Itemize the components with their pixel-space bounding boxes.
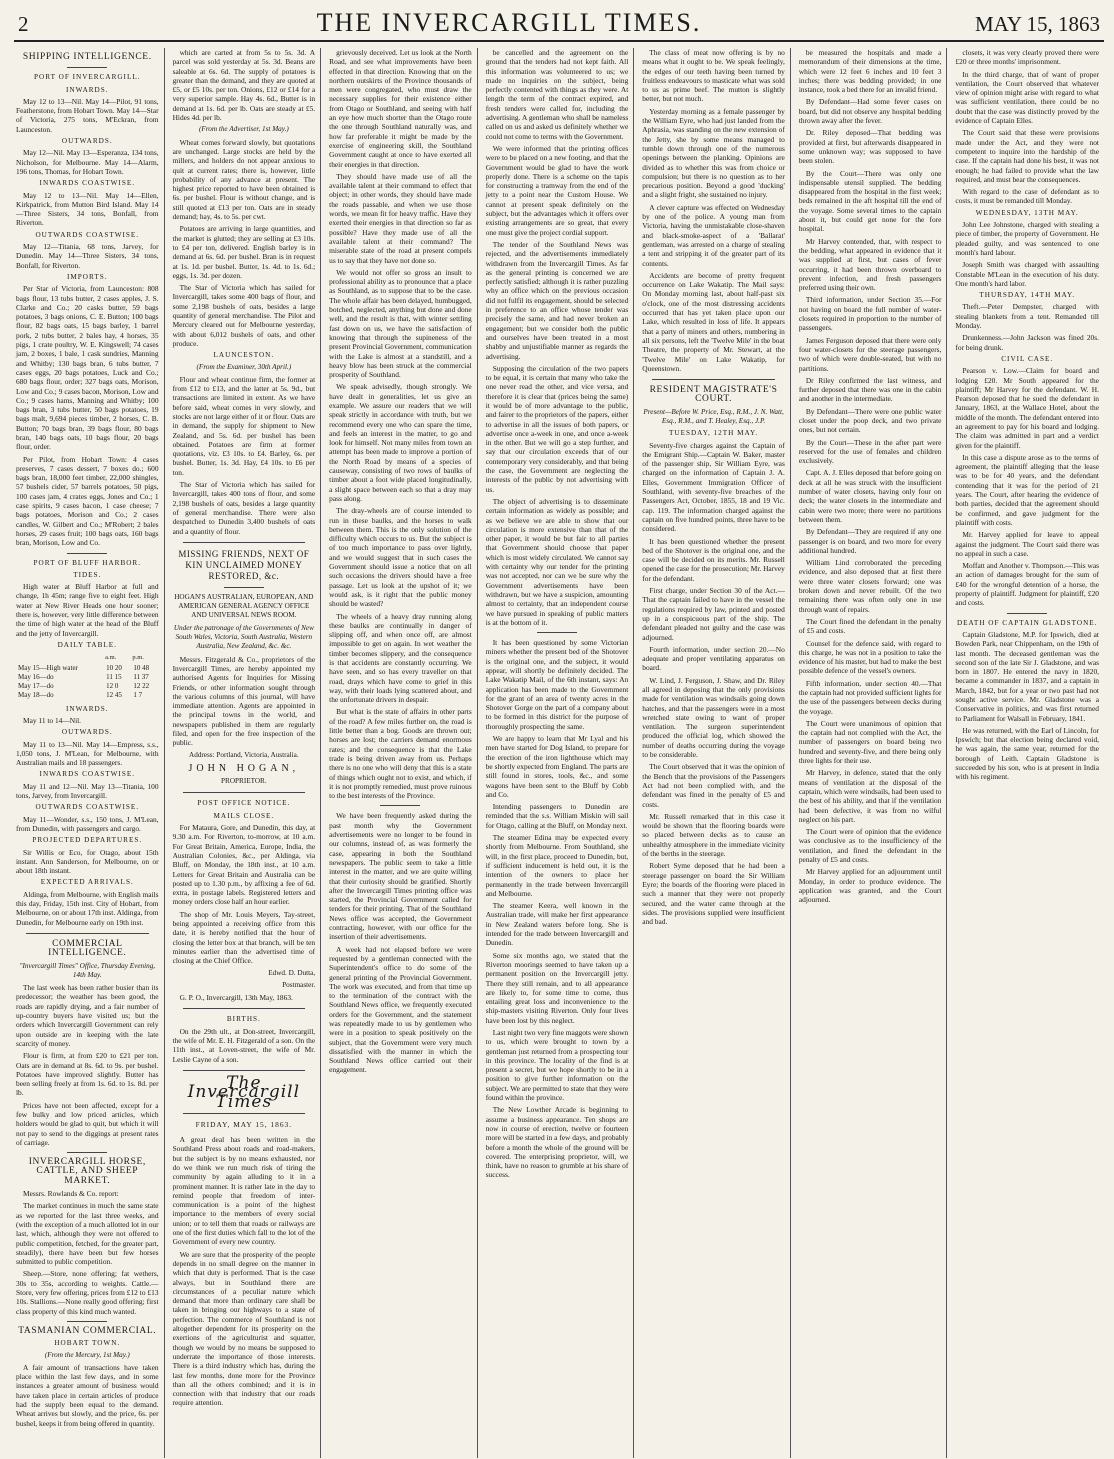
- paragraph: A week had not elapsed before we were requested by a gentleman connected with the Superintendent's office to do some of the general printing of the Provincial Government. The work was executed, and from that time up to the termination of the contract with the Southland News office, we frequently executed orders for the Government, and the statement was repeatedly made to us by gentlemen who were in a position to speak positively on the subject, that the Government were very much dissatisfied with the manner in which the Southland News office carried out their engagement.: [329, 944, 472, 1075]
- paragraph: Counsel for the defence said, with regard to this charge, he was not in a position to take the evidence of his master, but had to make the best possible defence of the vessel's owners.: [798, 638, 942, 676]
- paragraph: The New Lowther Arcade is beginning to assume a business appearance. Ten shops are now in course of erection, twelve or fourteen more will be started in a few days, and probably before a month the whole of the ground will be covered. The enterprising proprietor, will, we think, have no reason to grumble at his share of success.: [485, 1105, 629, 1180]
- paragraph: James Ferguson deposed that there were only four water-closets for the steerage passengers, two of which were double-seated, but with no partitions.: [798, 335, 942, 373]
- divider: [652, 379, 775, 380]
- subheading: INWARDS COASTWISE.: [39, 770, 136, 779]
- paragraph: Dr. Riley deposed—That bedding was provided at first, but afterwards disappeared in some unknown way; was supposed to have been stolen.: [798, 128, 942, 166]
- paragraph: In the third charge, that of want of proper ventilation, the Court observed that whatever view of opinion might arise with regard to what was sufficient ventilation, there could be no doubt that the case was distinctly proved by the evidence of Captain Elles.: [955, 69, 1099, 126]
- paragraph: Prices have not been affected, except for a few bulky and low priced articles, which holders would be glad to quit, but which it will not pay to send to the diggings at present rates of carriage.: [16, 1100, 159, 1147]
- tide-header-cell: a.m.: [105, 654, 117, 662]
- paragraph: be measured the hospitals and made a memorandum of their dimensions at the time, which were 12 feet 6 inches and 10 feet 3 inches; there was bedding provided; in one instance, took a bed there for an invalid friend.: [798, 48, 942, 95]
- paragraph: be cancelled and the agreement on the ground that the tenders had not kept faith. All this information was volunteered to us; we made no inquiries on the subject, being perfectly contented with things as they were. At length the term of the contract expired, and fresh tenders were called for, including the advertising. A gentleman who shall be nameless called on us and asked us definitely whether we could not come to terms with the Government.: [485, 48, 629, 141]
- paragraph: grievously deceived. Let us look at the North Road, and see what improvements have been effected in that direction. Knowing that on the northern outskirts of the Province thousands of men were congregated, who must draw the necessary supplies for their existence either from Otago or Southland, and seeing with half an eye how much shorter than the Otago route the one through Southland naturally was, and how far preferable it might be made by the exercise of engineering skill, the Southland Government caught at once to have exerted all their energies in that direction.: [329, 48, 472, 169]
- paragraph: A clever capture was effected on Wednesday by one of the police. A young man from Victoria, having the unmistakable close-shaven and black-smoke-aspect of a 'Ballarat' gentleman, was arrested on a charge of stealing a tent and stripping it of the greater part of its contents.: [642, 202, 785, 268]
- paragraph: which are carted at from 5s to 5s. 3d. A parcel was sold yesterday at 5s. 3d. Beans are saleable at 6s. 6d. The supply of potatoes is greater than the demand, and they are quoted at £5, or £5 10s. per ton. Onions, £12 or £14 for a very superior sample. Hay 4s. 6d., Butter is in demand at 1s. 6d. per lb. Oats are steady at £5. Hides 4d. per lb.: [172, 48, 316, 123]
- paragraph: They should have made use of all the available talent at their command to effect that object; in other words, they should have made the roads passable, and when we use those words, we mean fit for heavy traffic. Have they exerted their energies in that direction so far as possible? Have they made use of all the available talent at their command? The miserable state of the road at present compels us to say that they have not done so.: [329, 171, 472, 265]
- paragraph: Mr. Russell remarked that in this case it would be shown that the flooring boards were so placed between decks as to cause an unhealthy atmosphere in the immediate vicinity of the berths in the steerage.: [642, 811, 785, 859]
- tide-cell: May 15—High water: [18, 663, 78, 672]
- paragraph: First charge, under Section 30 of the Act.—That the captain failed to have in the vessel the regulations required by law, printed and posted up in a conspicuous part of the ship. The defendant pleaded not guilty and the case was adjourned.: [642, 586, 785, 642]
- proprietor-label: PROPRIETOR.: [221, 777, 267, 786]
- newspaper-title: THE INVERCARGILL TIMES.: [316, 8, 702, 37]
- tide-row: [16, 691, 159, 700]
- columns: [14, 48, 1104, 1458]
- advert-heading: MISSING FRIENDS, NEXT OF KIN UNCLAIMED MONEY RESTORED, &c.: [178, 548, 310, 581]
- paragraph: We are happy to learn that Mr Lyal and his men have started for Dog Island, to prepare for the erection of the iron lighthouse which may be shortly expected from England. The parts are still found in stores, tools, &c., and some wagons have been sent to the Bluff by Cobb and Co.: [485, 734, 629, 799]
- advert-patronage: Under the patronage of the Governments of New South Wales, Victoria, South Australia, Western Australia, New Zealand, &c. &c.: [173, 623, 314, 651]
- subheading: OUTWARDS COASTWISE.: [35, 803, 140, 812]
- paragraph: May 11 to 14—Nil.: [23, 716, 82, 725]
- tide-table-header: [16, 652, 159, 663]
- paragraph: It has been questioned whether the present bed of the Shotover is the original one, and the case will be decided on its merits. Mr. Russell opened the case for the prosecution; Mr. Harvey for the defendant.: [642, 536, 785, 583]
- paragraph: By the Court—These in the after part were reserved for the use of females and children exclusively.: [798, 437, 942, 466]
- paragraph: In this case a dispute arose as to the terms of agreement, the plaintiff alleging that the lease was to be for 40 years, and the defendant contending that it was for the period of 21 years. The Court, after hearing the evidence of both parties, decided that the agreement should be confirmed, and gave judgment for the plaintiff with costs.: [955, 452, 1099, 527]
- column-6: [797, 48, 948, 1458]
- column-2: [171, 48, 322, 1458]
- divider: [183, 542, 306, 543]
- paragraph: May 12 to 13—Nil. May 14—Ellen, Kirkpatrick, from Mutton Bird Island. May 14—Three Sisters, 34 tons, Bonfall, from Riverton.: [16, 190, 159, 228]
- section-heading: INVERCARGILL HORSE, CATTLE, AND SHEEP MARKET.: [28, 1157, 146, 1186]
- paragraph: By Defendant—Had some fever cases on board, but did not observe any hospital bedding thrown away after the fever.: [798, 97, 942, 126]
- tide-cell: 12 0: [106, 682, 119, 691]
- divider: [224, 587, 264, 588]
- paragraph: Messrs. Fitzgerald & Co., proprietors of the Invercargill Times, are hereby appointed my authorised Agents for Inquiries for Missing Friends, or other information sought through the various columns of this journal, will have immediate attention. Agents are appointed in the principal towns in the world, and newspapers published in them are regularly filed, and open for the free inspection of the public.: [172, 654, 316, 748]
- paragraph: May 11 and 12—Nil. May 13—Titania, 100 tons, Jarvey, from Invercargill.: [16, 781, 159, 801]
- paragraph: The wheels of a heavy dray running along these baulks are continually in danger of slipping off, and when once off, are almost impossible to get on again. In wet weather the timber becomes slippery, and the consequence is that accidents are constantly occurring. We have seen, and so has every traveller on that road, drays which have come to grief in this way, with their loads lying scattered about, and the unfortunate drivers in despair.: [329, 611, 472, 705]
- paragraph: The Court observed that it was the opinion of the Bench that the provisions of the Passengers Act had not been complied with, and the defendant was fined in the penalty of £5 and costs.: [642, 762, 785, 809]
- paragraph: Robert Syme deposed that he had been a steerage passenger on board the Sir William Eyre; the boards of the flooring were placed in such a manner that they were not properly secured, and the water came through at the sides. The provisions supplied were insufficient and bad.: [642, 861, 785, 927]
- tide-cell: May 16—do: [18, 672, 54, 681]
- paragraph: Third information, under Section 35.—For not having on board the full number of water-closets required in proportion to the number of passengers.: [798, 295, 942, 333]
- subheading: INWARDS.: [66, 85, 109, 94]
- paragraph: May 11 to 13—Nil. May 14—Empress, s.s., 1,050 tons, J. M'Lean, for Melbourne, with Australian mails and 18 passengers.: [16, 739, 159, 768]
- paragraph: On the 29th ult., at Don-street, Invercargill, the wife of Mr. E. H. Fitzgerald of a son. On the 11th inst., at Loven-street, the wife of Mr. Leslie Cayne of a son.: [172, 1026, 316, 1064]
- subheading: TIDES.: [73, 570, 102, 579]
- paragraph: Mr Harvey, in defence, stated that the only means of ventilation at the disposal of the captain, which were windsails, had been used to the best of his ability, and that if the ventilation had been defective, it was from no wilful neglect on his part.: [798, 768, 942, 824]
- subheading: MAILS CLOSE.: [213, 811, 275, 820]
- paragraph: We speak advisedly, though strongly. We have dealt in generalities, let us give an example. We assure our readers that we will speak strictly in accordance with truth, but we recommend every one who can spare the time, and feels an interest in the matter, to go and look for himself. Not many miles from town an attempt has been made to improve a portion of the North Road by means of a species of causeway, consisting of two rows of baulks of timber about a foot wide placed longitudinally, a slight space between each so that a dray may pass along.: [329, 382, 472, 503]
- subheading: PROJECTED DEPARTURES.: [32, 836, 143, 845]
- paragraph: By Defendant—They are required if any one passenger is on board, and two more for every additional hundred.: [798, 527, 942, 555]
- paragraph: Mr. Harvey applied for leave to appeal against the judgment. The Court said there was no appeal in such a case.: [955, 530, 1099, 558]
- subheading: DAILY TABLE.: [57, 640, 117, 649]
- subheading: PORT OF INVERCARGILL.: [34, 73, 141, 82]
- paragraph: Pearson v. Low.—Claim for board and lodging £20. Mr South appeared for the plaintiff; Mr Harvey for the defendant. W. H. Pearson deposed that he sued the defendant in January, 1863, at the Wallace Hotel, about the middle of the month. The defendant entered into an agreement to pay for his board and lodging. The claim was admitted in part and a verdict given for the plaintiff.: [955, 366, 1099, 450]
- tide-cell: 10 48: [133, 663, 150, 672]
- divider: [67, 67, 107, 68]
- paragraph: But what is the state of affairs in other parts of the road? A few miles further on, the road is little better than a bog. Goods are thrown out; horses are lost; the carriers demand enormous rates; and the consequence is that the Lake trade is being driven away from us. Perhaps there is no one who will deny that this is a state of things which ought not to exist, and which, if it is not promptly remedied, must prove ruinous to the best interests of the Province.: [329, 707, 472, 801]
- paragraph: G. P. O., Invercargill, 13th May, 1863.: [179, 993, 293, 1003]
- paragraph: Sir Willis or Eco, for Otago, about 15th instant. Ann Sanderson, for Melbourne, on or about 18th instant.: [16, 847, 159, 876]
- paragraph: We would not offer so gross an insult to professional ability as to pronounce that a place as Southland, as to suppose that to be the case. The whole affair has been delayed, humbugged, botched, neglected, anything but done and done well, and the result is that, with winter settling fast down on us, we have the satisfaction of knowing that through the supineness of the present Provincial Government, communication with the Lake is almost at a standstill, and a heavy blow has been struck at the commercial prosperity of Southland.: [329, 267, 472, 380]
- source-line: (From the Examiner, 30th April.): [196, 362, 292, 371]
- paragraph: Capt. A. J. Elles deposed that before going on deck at all he was struck with the insufficient number of water closets, having only four on deck; the water closets in the intermediate and cabin were two more; there were no partitions between them.: [798, 468, 942, 524]
- paragraph: Sheep.—Store, none offering; fat wethers, 30s to 35s, according to weights. Cattle.—Store, very few offering, prices from £12 to £13 10s. Stallions.—None really good offering; first class property of this kind much wanted.: [16, 1269, 159, 1316]
- tide-table: [16, 652, 159, 700]
- divider: [183, 1113, 306, 1114]
- tide-cell: May 18—do: [18, 691, 54, 700]
- paragraph: Flour and wheat continue firm, the former at from £12 to £13, and the latter at 5s. 9d., but transactions are limited in extent. As we have before said, wheat comes in very slowly, and stocks are not large either of it or flour. Oats are in demand, the supply for shipment to New Zealand, and 5s. 6d. per bushel has been obtained. Potatoes are firm at former quotations, viz. £3 10s. to £4. Barley, 6s. per bushel. Butter, 1s. 3d. Hay, £4 10s. to £6 per ton.: [172, 374, 316, 477]
- subheading: PORT OF BLUFF HARBOR.: [33, 558, 142, 567]
- subheading: BIRTHS.: [226, 1015, 261, 1024]
- subheading: WEDNESDAY, 13TH MAY.: [975, 208, 1079, 217]
- divider: [183, 1070, 306, 1071]
- paragraph: It has been questioned by some Victorian miners whether the present bed of the Shotover is the original one, and the subject, it would appear, will shortly be definitely decided. The Lake Wakatip Mail, of the 6th instant, says: An application has been made to the Government for the grant of an area of twenty acres in the Shotover Gorge on the part of a company about to be formed in this district for the purpose of thoroughly prospecting the same.: [485, 638, 629, 731]
- subheading: OUTWARDS.: [61, 137, 113, 146]
- issue-date: MAY 15, 1863: [974, 12, 1100, 36]
- paragraph: For Mataura, Gore, and Dunedin, this day, at 9.30 a.m. For Riverton, to-morrow, at 10 a.m. For Great Britain, America, Europe, India, the Australian Colonies, &c., per Aldinga, via Bluff, on Monday, the 18th inst., at 10 a.m. Letters for Great Britain and Australia can be posted up to 1.30 p.m., by affixing a fee of 6d. extra, in postage labels. Registered letters and money orders close half an hour earlier.: [172, 823, 316, 907]
- paragraph: Intending passengers to Dunedin are reminded that the s.s. William Miskin will sail for Otago, calling at the Bluff, on Monday next.: [485, 802, 629, 830]
- paragraph: The Court fined the defendant in the penalty of £5 and costs.: [798, 616, 942, 636]
- paragraph: Theft.—Peter Dempster, charged with stealing blankets from a tent. Remanded till Monday.: [955, 302, 1099, 331]
- paragraph: Per Pilot, from Hobart Town: 4 cases preserves, 7 cases dessert, 7 boxes do.; 600 bags bran, 18,000 feet timber, 22,000 shingles, 57 bushels cider, 57 barrels potatoes, 50 pigs, 100 cases jam, 4 crates eggs, Jones and Co.; 1 case spirits, 9 cases bacon, 1 case cheese; 7 bags potatoes, Morison and Co.; 2 cases candles, W. Gilbert and Co.; M'Robert; 2 bales horses, 29 cases fruit; 100 bags oats, 160 bags bran, Morison, Low and Co.: [16, 454, 159, 548]
- paragraph: Messrs. Rowlands & Co. report:: [23, 1189, 119, 1199]
- column-5: [640, 48, 791, 1458]
- paragraph: May 12—Nil. May 13—Esperanza, 134 tons, Nicholson, for Melbourne. May 14—Alarm, 196 tons, Thomas, for Hobart Town.: [16, 148, 159, 176]
- column-4: [484, 48, 635, 1458]
- divider: [183, 792, 306, 793]
- section-heading: RESIDENT MAGISTRATE'S COURT.: [649, 385, 778, 405]
- column-7: [953, 48, 1104, 1458]
- paragraph: Aldinga, from Melbourne, with English mails this day, Friday, 15th inst. City of Hobart, from Melbourne, on or about 17th inst. Aldinga, from Dunedin, for Melbourne early on 19th inst.: [16, 889, 159, 927]
- divider: [183, 1008, 306, 1009]
- paragraph: Moffatt and Another v. Thompson.—This was an action of damages brought for the sum of £40 for the wrongful detention of a horse, the property of plaintiff. Judgment for plaintiff, £20 and costs.: [955, 561, 1099, 608]
- paragraph: Mr Harvey contended, that, with respect to the bedding, what appeared in evidence that it was supplied at first, but cases of fever occurring, it had been thrown overboard to prevent infection, and fresh passengers preferred using their own.: [798, 236, 942, 293]
- paragraph: High water at Bluff Harbor at full and change, 1h 45m; range five to eight feet. High water at New River Heads one hour sooner; there is, however, very little difference between the time of high water at the head of the Bluff and the jetty of Invercargill.: [16, 582, 159, 638]
- tide-row: [16, 673, 159, 682]
- column-3: [327, 48, 478, 1458]
- paragraph: The class of meat now offering is by no means what it ought to be. We speak feelingly, the edges of our teeth having been turned by fruitless endeavours to masticate what was sold to us as prime beef. The mutton is slightly better, but not much.: [642, 48, 785, 104]
- paragraph: The Court were of opinion that the evidence was conclusive as to the insufficiency of the ventilation, and fined the defendant in the penalty of £5 and costs.: [798, 827, 942, 865]
- paragraph: By the Court—There was only one indispensable utensil supplied. The bedding disappeared from the hospital in the first week; beds remained in the aft hospital till the end of the voyage. Some several times to the captain about it, but could get none for the fore hospital.: [798, 168, 942, 234]
- section-heading: SHIPPING INTELLIGENCE.: [22, 52, 152, 62]
- paragraph: Yesterday morning as a female passenger by the William Eyre, who had just landed from the Aphrasia, was standing on the new extension of the Jetty, she by some means managed to tumble down through one of the numerous openings between the planking. Opinions are divided as to whether this was from choice or compulsion; but there is no question as to her precarious position. Beyond a good 'ducking' and a slight fright, she sustained no injury.: [642, 106, 785, 200]
- advert-subheading: HOGAN'S AUSTRALIAN, EUROPEAN, AND AMERICAN GENERAL AGENCY OFFICE AND UNIVERSAL NEWS ROOM.: [174, 592, 314, 620]
- paragraph: The Star of Victoria which has sailed for Invercargill, takes 400 tons of flour, and some 2,198 bushels of oats, besides a large quantity of general merchandise. There were also despatched to Dunedin 3,400 bushels of oats and a quantity of flour.: [172, 480, 316, 536]
- paragraph: Wheat comes forward slowly, but quotations are unchanged. Large stocks are held by the millers, and holders do not appear anxious to quit at current rates; there is, however, little probability of any advance at present. The highest price reported to have been obtained is 6s. per bushel. Flour is without change, and is still quoted at £13 per ton. Oats are in steady demand; hay, 4s. to 5s. per cwt.: [172, 137, 316, 222]
- masthead: [14, 8, 1104, 42]
- paragraph: John Lee Johnstone, charged with stealing a piece of timber, the property of Government. He pleaded guilty, and was sentenced to one month's hard labour.: [955, 220, 1099, 257]
- tide-header-cell: [16, 652, 104, 663]
- tide-cell: 11 15: [106, 672, 122, 681]
- paragraph: William Lind corroborated the preceding evidence, and also deposed that at first there were three water closets forward; one was broken down and never rebuilt. Of the two remaining there was often only one in use through want of repairs.: [798, 558, 942, 614]
- paragraph: May 11—Wonder, s.s., 150 tons, J. M'Lean, from Dunedin, with passengers and cargo.: [16, 814, 159, 833]
- subheading: DEATH OF CAPTAIN GLADSTONE.: [956, 618, 1098, 627]
- subheading: INWARDS COASTWISE.: [39, 179, 136, 188]
- paragraph: May 12 to 13—Nil. May 14—Pilot, 91 tons, Featherstone, from Hobart Town. May 14—Star of Victoria, 275 tons, M'Eckran, from Launceston.: [16, 96, 159, 134]
- paragraph: We were informed that the printing offices were to be placed on a new footing, and that the Government would be glad to have the work properly done. There is a scheme on the tapis for constructing a tramway from the end of the jetty to a point near the Custom House. We cannot at present speak definitely on the subject, but the advantages which it offers over existing arrangements are so great, that every one must give the project cordial support.: [485, 143, 629, 237]
- paragraph: Flour is firm, at from £20 to £21 per ton. Oats are in demand at 8s. 6d. to 9s. per bushel. Potatoes have improved slightly. Butter has been selling freely at from 1s. 6d. to 1s. 8d. per lb.: [16, 1051, 159, 1098]
- paragraph: Drunkenness.—John Jackson was fined 20s. for being drunk.: [955, 333, 1099, 352]
- paragraph: Supposing the circulation of the two papers to be equal, it is certain that many who take the one never read the other, and vice versa, and therefore it is clear that (prices being the same) it would be of more advantage to the public, and fairer to the proprietors of the papers, either to advertise in all the issues of both papers, or advertise once a-week in one, and once a-week in the other. But we will go a step further, and say that our circulation exceeds that of our contemporary very considerably, and that being the case, the Government are neglecting the interests of the public by not advertising with us.: [485, 363, 629, 494]
- paragraph: May 12—Titania, 68 tons, Jarvey, for Dunedin. May 14—Three Sisters, 34 tons, Bonfall, for Riverton.: [16, 242, 159, 270]
- paragraph: The market continues in much the same state as we reported for the last three weeks, and (with the exception of a much allotted lot in our last, which, although they were not offered to public competition, fetched, for the greater part, steadily), there have been but few horses submitted to public competition.: [16, 1201, 159, 1267]
- paragraph: We are sure that the prosperity of the people depends in no small degree on the manner in which that duty is performed. That is the case always, but in Southland there are circumstances of a peculiar nature which demand that more than ordinary care shall be taken in bringing our highways to a state of perfection. The commerce of Southland is not altogether dependent for its prosperity on the exertions of the agriculturist and squatter, though we would by no means be supposed to underrate the importance of those interests. There is a third industry which has, during the last few months, done more for the Province than all the others combined; and it is in connection with that industry that our roads require attention.: [172, 1249, 316, 1408]
- paragraph: The steamer Keera, well known in the Australian trade, will make her first appearance in New Zealand waters before long. She is intended for the trade between Invercargill and Dunedin.: [485, 901, 629, 948]
- source-line: (From the Mercury, 1st May.): [44, 1350, 130, 1359]
- tide-cell: May 17—do: [18, 682, 54, 691]
- subheading: INWARDS.: [66, 704, 109, 713]
- paragraph: The Star of Victoria which has sailed for Invercargill, takes some 400 bags of flour, and some 2,198 bushels of oats, besides a large quantity of general merchandise. The Pilot and Mercury cleared out for Melbourne yesterday, with about 6,012 bushels of oats, and other produce.: [172, 283, 316, 348]
- paragraph: He was returned, with the Earl of Lincoln, for Ipswich; but that election being declared void, he was again, the same year, returned for the borough of Leith. Captain Gladstone is succeeded by his son, who is at present in India with his regiment.: [955, 725, 1099, 782]
- tide-row: [16, 682, 159, 691]
- divider: [26, 933, 149, 934]
- column-1: [14, 48, 165, 1458]
- dateline: "Invercargill Times" Office, Thursday Evening, 14th May.: [19, 961, 156, 979]
- subheading: OUTWARDS COASTWISE.: [35, 230, 140, 239]
- paragraph: With regard to the case of defendant as to costs, it must be remanded till Monday.: [955, 187, 1099, 206]
- paragraph: Per Star of Victoria, from Launceston: 808 bags flour, 13 tubs butter, 2 cases apples, J. S. Clarke and Co.; 20 casks butter, 59 bags potatoes, 3 bags onions, C. E. Button; 100 bags flour, 82 bags oats, 15 bags barley, 1 barrel pork, 2 tubs butter, 2 bales hay, 4 horses, 35 pigs, 1 crate poultry, W. E. Kingswell; 74 cases jam, 2 boxes, 1 bale, 1 cask sundries, Manning and Whitby; 130 bags bran, 6 tubs butter, 7 cases eggs, 20 bags potatoes, Luck and Co.; 680 bags flour, order; 327 bags oats, Morison, Low and Co.; 9 cases bacon, Morison, Low and Co.; 9 cases hams, Manning and Whitby; 100 bags bran, 3 tubs butter, 50 bags potatoes, 19 bags malt, 9,694 pieces timber, 2 horses, C. B. Button; 70 bags bran, 39 bags flour, 80 bags bran, 140 bags oats, 10 bags flour, 20 bags flour, order.: [16, 284, 159, 452]
- tide-cell: 11 37: [133, 672, 149, 681]
- page-number: 2: [18, 12, 29, 36]
- postmaster-label: Postmaster.: [282, 980, 316, 989]
- paragraph: Potatoes are arriving in large quantities, and the market is glutted; they are selling at £3 10s. to £4 per ton, delivered. English barley is in demand at 6s. 6d. per bushel. Bran is in request at 1s. 1d. per bushel. Butter, 1s. 4d. to 1s. 6d.; eggs, 1s. 3d. per dozen.: [172, 224, 316, 280]
- source-line: (From the Advertiser, 1st May.): [198, 125, 289, 134]
- tide-cell: 12 45: [106, 691, 122, 700]
- paragraph: The steamer Edina may be expected every shortly from Melbourne. From Southland, she will, in the first place, proceed to Dunedin, but, if sufficient inducement is held out, it is the intention of the owners to place her permanently in the trade between Invercargill and Melbourne.: [485, 833, 629, 898]
- paragraph: A fair amount of transactions have taken place within the last few days, and in some instances a greater amount of business would have taken place in certain articles of produce had the supply been equal to the demand. Wheat arrives but slowly, and the price, 6s. per bushel, keeps it from being offered in quantity.: [16, 1362, 159, 1428]
- subheading: OUTWARDS.: [61, 728, 113, 737]
- paragraph: The dray-wheels are of course intended to run in these baulks, and the horses to walk between them. This is the only solution of the difficulty which occurs to us. But the subject is of too much importance to pass over lightly, and we would suggest that in such cases the Government should issue a notice that on all such occasions the drivers should have a free passage. Let us look at the upshot of it; we would ask, is it right that the public money should be wasted?: [329, 506, 472, 609]
- paragraph: Dr Riley confirmed the last witness, and further deposed that there was one in the cabin and another in the intermediate.: [798, 375, 942, 404]
- subheading: THURSDAY, 14TH MAY.: [979, 291, 1076, 300]
- court-bench: Present—Before W. Price, Esq., R.M., J. N. Watt, Esq., R.M., and T. Healey, Esq., J.P.: [643, 407, 784, 425]
- divider: [67, 553, 107, 554]
- divider: [537, 632, 577, 633]
- subheading: CIVIL CASE.: [1001, 354, 1054, 363]
- tide-cell: 12 22: [133, 682, 150, 691]
- paragraph: The shop of Mr. Louis Meyers, Tay-street, being appointed a receiving office from this date, it is hereby notified that the hour of closing the letter box at that branch, will be ten minutes earlier than the advertised time of closing at the Chief Office.: [172, 909, 316, 966]
- editorial-masthead: The Invercargill Times: [187, 1072, 301, 1112]
- paragraph: By Defendant—There were one public water closet under the poop deck, and two private ones, but not certain.: [798, 406, 942, 435]
- postmaster-name: Edwd. D. Dutta,: [268, 968, 316, 977]
- divider: [67, 1321, 107, 1322]
- paragraph: Accidents are become of pretty frequent occurrence on Lake Wakatip. The Mail says: On Monday morning last, about half-past six o'clock, one of the most distressing accidents occurred that has yet taken place upon our Lake, which resulted in loss of life. It appears that a party of miners and others, numbering in all six persons, left the 'Twelve Mile' in the boat Theatre, the property of Mr. Stewart, at the 'Twelve Mile' on Lake Wakatip, for Queenstown.: [642, 270, 785, 373]
- paragraph: The tender of the Southland News was rejected, and the advertisements immediately withdrawn from the Invercargill Times. As far as the general printing is concerned we are perfectly satisfied; although it is rather puzzling why an office which on the previous occasion did not fulfil its engagement, should be selected in preference to an office whose tender was precisely the same, and had never broken an engagement; but we consider both the public and ourselves have been treated in a most shabby and unjustifiable manner as regards the advertising.: [485, 239, 629, 361]
- subheading: LAUNCESTON.: [213, 351, 275, 360]
- paragraph: Last night two very fine maggots were shown to us, which were brought to town by a gentleman just returned from a prospecting tour in this province. The locality of the find is at present a secret, but we hope shortly to be in a position to give further information on the subject. We are permitted to state that they were found within the province.: [485, 1027, 629, 1103]
- paragraph: The last week has been rather busier than its predecessor; the weather has been good, the roads are rapidly drying, and a fair number of up-country buyers have visited us; but the orders which Invercargill Government can rely upon outside are in keeping with the late scarcity of money.: [16, 983, 159, 1048]
- divider: [67, 1152, 107, 1153]
- paragraph: Mr Harvey applied for an adjournment until Monday, in order to produce evidence. The application was granted, and the Court adjourned.: [798, 867, 942, 905]
- paragraph: Some six months ago, we stated that the Riverton moorings seemed to have taken up a permanent position on the Invercargill jetty. There they still remain, and to all appearance are likely to, for some time to come, thus entailing great loss and inconvenience to the ship-masters visiting Riverton. Only four lives have been lost by this neglect.: [485, 950, 629, 1025]
- tide-row: [16, 664, 159, 673]
- subheading: HOBART TOWN.: [54, 1339, 121, 1348]
- editorial-date: FRIDAY, MAY 15, 1863.: [195, 1119, 293, 1129]
- subheading: EXPECTED ARRIVALS.: [40, 878, 134, 887]
- tide-cell: 10 20: [106, 663, 122, 672]
- paragraph: We have been frequently asked during the past month why the Government advertisements were no longer to be found in our columns, instead of, as was formerly the case, appearing in both the Southland newspapers. The public seem to take a little interest in the matter, and we are quite willing that their curiosity should be gratified. Shortly after the Invercargill Times printing office was started, the Provincial Government called for tenders for their printing. That of the Southland News office was accepted, the Government contracting, however, with our office for the insertion of their advertisements.: [329, 811, 472, 942]
- paragraph: Seventy-five charges against the Captain of the Emigrant Ship.—Captain W. Baker, master of the passenger ship, Sir William Eyre, was charged on the information of Captain J. A. Elles, Government Immigration Officer of Southland, with seventy-five breaches of the Passengers Act, October, 1855, 18 and 19 Vic. cap. 119. The information charged against the captain on five hundred points, three have to be considered.: [642, 440, 785, 534]
- section-heading: TASMANIAN COMMERCIAL.: [18, 1325, 157, 1336]
- proprietor-name: JOHN HOGAN,: [188, 762, 300, 774]
- tide-header-cell: p.m.: [132, 654, 144, 662]
- paragraph: The Court were unanimous of opinion that the captain had not complied with the Act, the number of passengers on board being two hundred and seventy-five, and there being only three lights for their use.: [798, 718, 942, 766]
- paragraph: A great deal has been written in the Southland Press about roads and road-makers, but the subject is by no means exhausted, nor do we think we run much risk of tiring the community by again alluding to it in a prominent manner. It is rather late in the day to remind people that freedom of inter-communication is a point of the highest importance to the members of every social union; or to tell them that roads or railways are one of the first duties which fall to the lot of the Government of every new country.: [172, 1135, 316, 1247]
- advert-address: Address: Portland, Victoria, Australia.: [189, 750, 299, 759]
- subheading: IMPORTS.: [67, 272, 108, 281]
- paragraph: Fourth information, under section 20.—No adequate and proper ventilating apparatus on board.: [642, 644, 785, 673]
- tide-cell: 1 7: [133, 691, 143, 700]
- subheading: POST OFFICE NOTICE.: [197, 799, 291, 808]
- paragraph: Captain Gladstone, M.P. for Ipswich, died at Bowden Park, near Chippenham, on the 19th of last month. The deceased gentleman was the second son of the late Sir J. Gladstone, and was born in 1807. He entered the navy in 1820, became a commander in 1837, and a captain in March, 1842, but for a year or two past had not sought active service. Mr. Gladstone was a Conservative in politics, and was first returned to Parliament for Walsall in February, 1841.: [955, 629, 1099, 723]
- paragraph: closets, it was very clearly proved there were £20 or three months' imprisonment.: [955, 48, 1099, 67]
- paragraph: Fifth information, under section 40.—That the captain had not provided sufficient lights for the use of the passengers between decks during the voyage.: [798, 678, 942, 716]
- divider: [1007, 613, 1047, 614]
- divider: [380, 805, 420, 806]
- paragraph: The object of advertising is to disseminate certain information as widely as possible; and as we believe we are able to show that our circulation is more extensive than that of the other paper, it would be but fair to all parties that Government should choose that paper which is most widely circulated. We cannot say with certainty why our tender for the printing was not accepted, nor can we be sure why the Government advertisements have been withdrawn, but we have a suspicion, amounting almost to certainty, that an independent course we have pursued in speaking of public matters is at the bottom of it.: [485, 496, 629, 627]
- paragraph: The Court said that these were provisions made under the Act, and they were not competent to inquire into the hardship of the case. If the captain had done his best, it was not enough; he had failed to provide what the law required, and must bear the consequences.: [955, 128, 1099, 184]
- paragraph: W. Lind, J. Ferguson, J. Shaw, and Dr. Riley all agreed in deposing that the only provisions made for ventilation was windsails going down hatches, and that the passengers were in a most wretched state owing to want of proper ventilation. The surgeon superintendent produced the official log, which showed the number of deaths occurring during the voyage to be considerable.: [642, 675, 785, 760]
- subheading: TUESDAY, 12TH MAY.: [669, 429, 759, 438]
- section-heading: COMMERCIAL INTELLIGENCE.: [48, 938, 127, 959]
- paragraph: Joseph Smith was charged with assaulting Constable M'Lean in the execution of his duty. One month's hard labor.: [955, 260, 1099, 288]
